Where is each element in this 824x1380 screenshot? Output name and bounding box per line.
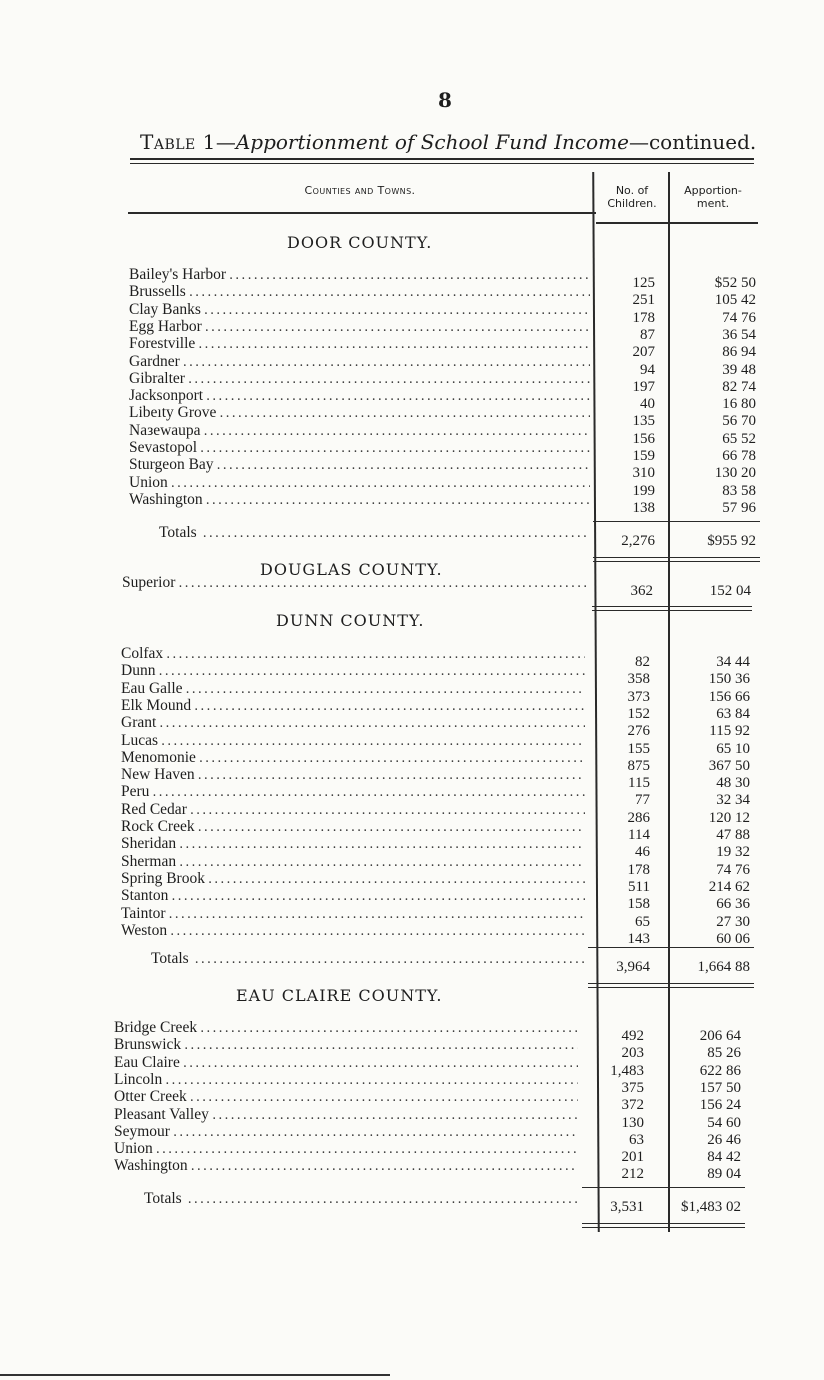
dot-leader	[206, 388, 590, 405]
children-count: 492	[621, 1028, 644, 1044]
town-name: Rock Creek	[121, 818, 195, 835]
dot-leader	[219, 405, 590, 422]
dot-leader	[159, 715, 585, 732]
dot-leader	[206, 492, 590, 509]
apportionment-amount: 47 88	[716, 827, 750, 843]
apportionment-amount: 84 42	[707, 1149, 741, 1166]
children-count: 207	[632, 344, 655, 361]
dot-leader	[199, 750, 585, 767]
children-count: 156	[632, 430, 655, 447]
town-name: Otter Creek	[114, 1088, 187, 1106]
children-count: 310	[632, 465, 655, 482]
children-count: 130	[621, 1114, 644, 1131]
apportionment-amount: 152 04	[709, 583, 751, 599]
table-label: Table 1	[140, 130, 216, 154]
children-count: 65	[635, 913, 650, 930]
apportionment-amount: 16 80	[722, 396, 756, 413]
county-title: EAU CLAIRE COUNTY.	[236, 986, 443, 1005]
totals-label: Totals	[144, 1190, 182, 1207]
dot-leader	[152, 784, 585, 801]
town-name: Lincoln	[114, 1070, 163, 1088]
apportionment-amount: 89 04	[707, 1166, 741, 1183]
town-name: Eau Claire	[114, 1053, 180, 1071]
town-name: New Haven	[121, 766, 195, 784]
apportionment-amount: 57 96	[722, 499, 756, 516]
apportionment-amount: 83 58	[722, 482, 756, 499]
totals-bottom-rule	[588, 983, 754, 984]
apportionment-amount: 60 06	[716, 930, 750, 947]
town-name: Forestville	[129, 335, 196, 353]
town-name: Seymour	[114, 1122, 170, 1140]
town-name: Gardner	[129, 352, 180, 370]
town-name: Elk Mound	[121, 696, 192, 714]
header-top-rule-double	[130, 163, 754, 164]
header-bottom-rule-left	[128, 212, 596, 214]
children-count: 197	[632, 378, 655, 395]
dot-leader	[166, 646, 585, 663]
town-name: Union	[129, 473, 168, 491]
town-name: Sherman	[121, 852, 177, 870]
title-dash: —	[215, 130, 236, 154]
town-name: Union	[114, 1140, 153, 1158]
apportionment-amount: 56 70	[722, 413, 756, 430]
total-children: 3,964	[616, 959, 650, 975]
apportionment-amount: 34 44	[716, 654, 750, 670]
dot-leader	[217, 457, 590, 474]
title-suffix: —continued.	[628, 130, 757, 154]
apportionment-amount: 85 26	[707, 1045, 741, 1062]
apportionment-amount: 105 42	[714, 292, 756, 309]
town-name: Superior	[122, 574, 176, 591]
table-title	[140, 130, 760, 154]
dot-leader	[189, 284, 590, 301]
town-name: Gibralter	[129, 369, 185, 387]
dot-leader	[183, 354, 590, 371]
header-apportionment	[670, 184, 756, 210]
children-count: 152	[627, 705, 650, 722]
apportionment-amount: 66 78	[722, 448, 756, 464]
dot-leader	[198, 819, 585, 836]
dot-leader	[229, 267, 590, 284]
dot-leader	[178, 575, 586, 592]
children-count: 201	[621, 1149, 644, 1166]
apportionment-amount: 63 84	[716, 705, 750, 722]
town-name: Weston	[121, 921, 168, 939]
children-count: 94	[640, 361, 655, 378]
children-count: 276	[627, 723, 650, 740]
children-count: 358	[627, 671, 650, 688]
town-name: Dunn	[121, 662, 156, 680]
apportionment-amount: 206 64	[699, 1028, 741, 1044]
apportionment-amount: 115 92	[709, 723, 750, 740]
dot-leader	[170, 923, 585, 940]
dot-leader	[190, 802, 585, 819]
town-name: Colfax	[121, 645, 164, 662]
apportionment-amount: 74 76	[716, 861, 750, 878]
county-title: DOOR COUNTY.	[287, 233, 433, 252]
dot-leader	[203, 525, 590, 542]
totals-bottom-rule	[582, 1223, 745, 1224]
children-count: 212	[621, 1166, 644, 1183]
header-children	[596, 184, 668, 210]
apportionment-amount: 74 76	[722, 309, 756, 326]
town-name: Egg Harbor	[129, 317, 202, 335]
apportionment-amount: 27 30	[716, 913, 750, 930]
dot-leader	[188, 371, 590, 388]
apportionment-amount: 19 32	[716, 844, 750, 861]
children-count: 362	[630, 583, 653, 599]
apportionment-amount: 66 36	[716, 896, 750, 913]
dot-leader	[184, 1037, 578, 1054]
children-count: 114	[628, 827, 650, 843]
children-count: 82	[635, 654, 650, 670]
town-name: Menomonie	[121, 748, 196, 766]
table-subject: Apportionment of School Fund Income	[235, 130, 629, 154]
totals-bottom-rule-double	[593, 561, 760, 562]
dot-leader	[191, 1158, 578, 1175]
dot-leader	[173, 1124, 578, 1141]
apportionment-amount: 48 30	[716, 775, 750, 792]
town-name: Washington	[129, 490, 203, 508]
dot-leader	[198, 767, 585, 784]
dot-leader	[158, 663, 585, 680]
children-count: 178	[627, 861, 650, 878]
dot-leader	[171, 888, 585, 905]
town-name: Brunswick	[114, 1036, 182, 1054]
town-name: Naзewaupa	[129, 421, 201, 439]
apportionment-amount: 156 24	[699, 1097, 741, 1114]
children-count: 511	[628, 878, 650, 895]
totals-bottom-rule	[593, 557, 760, 558]
douglas-rule-double	[592, 610, 752, 611]
children-count: 143	[627, 930, 650, 947]
apportionment-amount: 150 36	[708, 671, 750, 688]
dot-leader	[156, 1141, 578, 1158]
town-name: Pleasant Valley	[114, 1105, 209, 1123]
children-count: 40	[640, 396, 655, 413]
children-count: 46	[635, 844, 650, 861]
town-name: Jacksonport	[129, 387, 204, 405]
total-apportionment: $955 92	[707, 533, 756, 549]
children-count: 199	[632, 482, 655, 499]
totals-label: Totals	[151, 950, 189, 967]
header-bottom-rule-right	[596, 222, 758, 224]
town-name: Spring Brook	[121, 869, 205, 887]
apportionment-amount: 65 10	[716, 740, 750, 757]
apportionment-amount: 36 54	[722, 326, 756, 343]
children-count: 158	[627, 896, 650, 913]
total-apportionment: $1,483 02	[681, 1199, 741, 1215]
town-name: Libeıty Grove	[129, 404, 217, 422]
dot-leader	[204, 423, 590, 440]
total-children: 3,531	[610, 1199, 644, 1215]
children-count: 63	[629, 1131, 644, 1148]
town-name: Sheridan	[121, 835, 177, 853]
town-name: Stanton	[121, 887, 169, 905]
totals-top-rule	[588, 947, 754, 948]
dot-leader	[190, 1089, 578, 1106]
totals-top-rule	[582, 1187, 745, 1188]
apportionment-amount: 214 62	[708, 878, 750, 895]
totals-bottom-rule-double	[588, 987, 754, 988]
children-count: 372	[621, 1097, 644, 1114]
header-top-rule	[130, 158, 754, 160]
children-count: 138	[632, 499, 655, 516]
total-children: 2,276	[621, 533, 655, 549]
children-count: 286	[627, 809, 650, 826]
dot-leader	[194, 698, 585, 715]
page-number: 8	[438, 88, 452, 112]
town-name: Bridge Creek	[114, 1019, 198, 1036]
header-apportionment-line1: Apportion-	[684, 184, 742, 197]
county-title: DOUGLAS COUNTY.	[260, 560, 443, 579]
dot-leader	[179, 854, 585, 871]
children-count: 251	[632, 292, 655, 309]
apportionment-amount: 65 52	[722, 430, 756, 447]
children-count: 203	[621, 1045, 644, 1062]
apportionment-amount: 82 74	[722, 378, 756, 395]
apportionment-amount: 622 86	[699, 1062, 741, 1079]
town-name: Grant	[121, 714, 157, 732]
apportionment-amount: 54 60	[707, 1114, 741, 1131]
apportionment-amount: 120 12	[708, 809, 750, 826]
douglas-rule	[592, 606, 752, 607]
dot-leader	[183, 1055, 578, 1072]
header-children-line2: Children.	[607, 197, 657, 210]
header-counties-towns: Counties and Towns.	[304, 184, 416, 197]
dot-leader	[165, 1072, 578, 1089]
dot-leader	[208, 871, 585, 888]
apportionment-amount: 367 50	[708, 757, 750, 774]
apportionment-amount: 32 34	[716, 792, 750, 809]
apportionment-amount: 86 94	[722, 344, 756, 361]
page-edge-line	[0, 1374, 390, 1376]
town-name: Sturgeon Bay	[129, 456, 214, 474]
header-children-line1: No. of	[615, 184, 649, 197]
dot-leader	[198, 336, 590, 353]
children-count: 373	[627, 688, 650, 705]
town-name: Eau Galle	[121, 679, 183, 697]
town-name: Clay Banks	[129, 300, 201, 318]
dot-leader	[171, 475, 590, 492]
apportionment-amount: 39 48	[722, 361, 756, 378]
header-apportionment-line2: ment.	[696, 197, 730, 210]
dot-leader	[179, 836, 585, 853]
apportionment-amount: $52 50	[714, 275, 756, 291]
children-count: 115	[628, 775, 650, 792]
town-name: Washington	[114, 1157, 188, 1175]
dot-leader	[186, 681, 585, 698]
dot-leader	[200, 440, 590, 457]
children-count: 1,483	[610, 1062, 644, 1079]
children-count: 875	[627, 757, 650, 774]
apportionment-amount: 130 20	[714, 465, 756, 482]
children-count: 159	[632, 448, 655, 464]
dot-leader	[195, 951, 585, 968]
totals-bottom-rule-double	[582, 1227, 745, 1228]
town-name: Lucas	[121, 731, 159, 749]
town-name: Peru	[121, 783, 150, 801]
dot-leader	[200, 1020, 578, 1037]
dot-leader	[212, 1107, 578, 1124]
dot-leader	[161, 733, 585, 750]
children-count: 125	[632, 275, 655, 291]
apportionment-amount: 157 50	[699, 1079, 741, 1096]
dot-leader	[204, 302, 590, 319]
dot-leader	[169, 906, 585, 923]
county-title: DUNN COUNTY.	[276, 611, 425, 630]
children-count: 375	[621, 1079, 644, 1096]
town-name: Brussells	[129, 283, 186, 301]
town-name: Sevastopol	[129, 439, 198, 456]
children-count: 155	[627, 740, 650, 757]
totals-top-rule	[593, 521, 760, 522]
total-apportionment: 1,664 88	[697, 959, 750, 975]
apportionment-amount: 26 46	[707, 1131, 741, 1148]
totals-label: Totals	[159, 524, 197, 541]
dot-leader	[205, 319, 590, 336]
children-count: 87	[640, 326, 655, 343]
apportionment-amount: 156 66	[708, 688, 750, 705]
dot-leader	[188, 1191, 578, 1208]
children-count: 77	[635, 792, 650, 809]
town-name: Red Cedar	[121, 800, 187, 818]
town-name: Taintor	[121, 904, 166, 922]
children-count: 178	[632, 309, 655, 326]
town-name: Bailey's Harbor	[129, 266, 227, 283]
children-count: 135	[632, 413, 655, 430]
